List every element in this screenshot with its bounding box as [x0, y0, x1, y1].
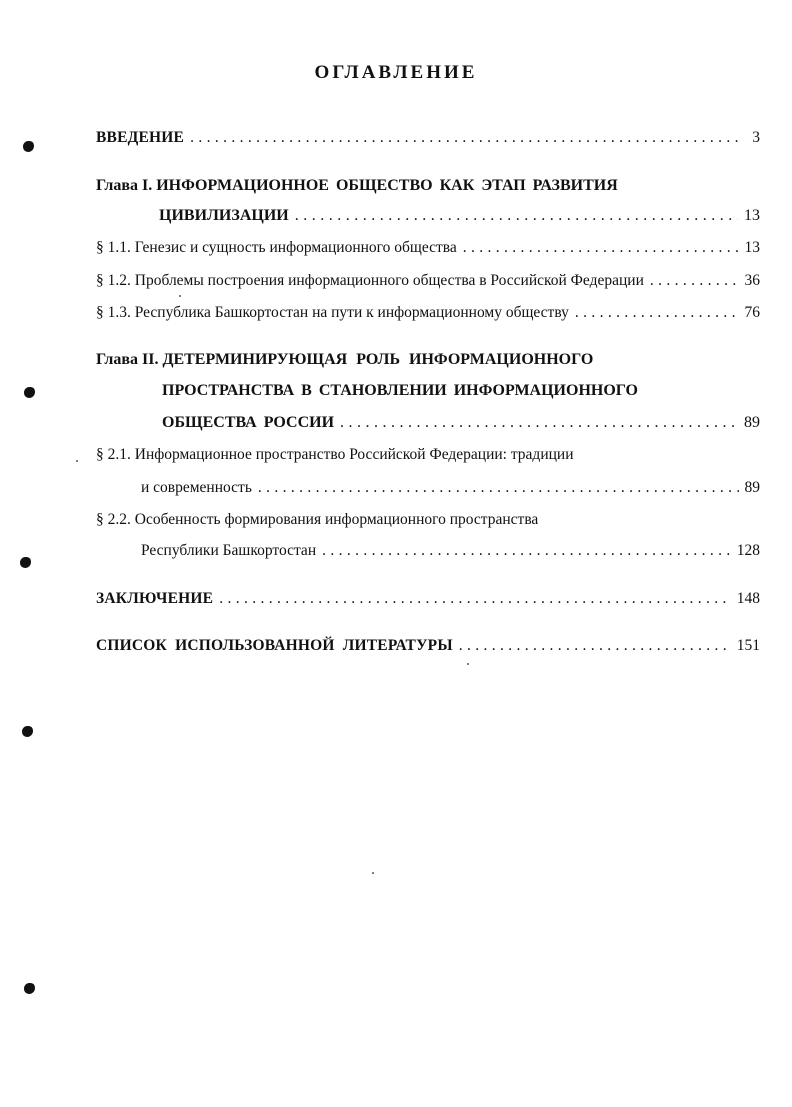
punch-hole-mark	[23, 141, 34, 152]
chapter-2-heading-line2	[162, 381, 760, 401]
dot-leader	[650, 271, 739, 291]
dot-leader	[322, 541, 731, 561]
toc-entry-label: ВВЕДЕНИЕ	[96, 129, 185, 146]
toc-entry-bibliography[interactable]	[96, 636, 760, 656]
chapter-2-heading-line1	[96, 350, 760, 370]
toc-entry-label: § 1.3. Республика Башкортостан на пути к информационному обществу	[96, 304, 569, 321]
page-number: 151	[736, 637, 760, 654]
toc-entry-label: § 2.1. Информационное пространство Российской Федерации: традиции	[96, 446, 574, 463]
toc-entry-section-1-1[interactable]	[96, 238, 760, 258]
chapter-1-prefix: Глава I.	[96, 177, 153, 194]
toc-entry-section-1-3[interactable]	[96, 303, 760, 323]
scan-speck	[179, 295, 181, 297]
scan-speck	[372, 872, 374, 874]
page-number: 13	[744, 239, 760, 256]
chapter-2-title-line3: ОБЩЕСТВА РОССИИ	[162, 414, 335, 431]
dot-leader	[463, 238, 739, 258]
scan-speck	[76, 460, 78, 462]
page-number: 128	[736, 542, 760, 559]
toc-entry-intro[interactable]	[96, 128, 760, 148]
toc-entry-section-2-2[interactable]	[141, 541, 760, 561]
chapter-1-title-line2: ЦИВИЛИЗАЦИИ	[159, 207, 289, 224]
page-number: 13	[744, 207, 760, 224]
dot-leader	[219, 589, 731, 609]
toc-entry-label: ЗАКЛЮЧЕНИЕ	[96, 590, 214, 607]
toc-entry-label: § 1.2. Проблемы построения информационного общества в Российской Федерации	[96, 272, 644, 289]
toc-entry-section-2-2-line1	[96, 510, 760, 530]
punch-hole-mark	[20, 557, 31, 568]
dot-leader	[190, 128, 740, 148]
chapter-1-title-line1: ИНФОРМАЦИОННОЕ ОБЩЕСТВО КАК ЭТАП РАЗВИТИЯ	[156, 177, 618, 194]
page-number: 148	[736, 590, 760, 607]
chapter-1-heading-line1	[96, 176, 760, 196]
chapter-2-prefix: Глава II.	[96, 351, 159, 368]
punch-hole-mark	[22, 726, 33, 737]
toc-entry-chapter-2[interactable]	[162, 413, 760, 433]
chapter-2-title-line2: ПРОСТРАНСТВА В СТАНОВЛЕНИИ ИНФОРМАЦИОННОГО	[162, 382, 638, 399]
page-number: 36	[744, 272, 760, 289]
toc-entry-conclusion[interactable]	[96, 589, 760, 609]
toc-entry-label: § 1.1. Генезис и сущность информационного общества	[96, 239, 457, 256]
dot-leader	[340, 413, 738, 433]
dot-leader	[575, 303, 739, 323]
toc-entry-section-1-2[interactable]	[96, 271, 760, 291]
page-number: 76	[744, 304, 760, 321]
page-number: 89	[744, 414, 760, 431]
dot-leader	[258, 478, 739, 498]
chapter-2-title-line1: ДЕТЕРМИНИРУЮЩАЯ РОЛЬ ИНФОРМАЦИОННОГО	[162, 351, 594, 368]
page-number: 3	[752, 129, 760, 146]
toc-entry-label: и современность	[141, 479, 252, 496]
dot-leader	[459, 636, 731, 656]
toc-entry-label: СПИСОК ИСПОЛЬЗОВАННОЙ ЛИТЕРАТУРЫ	[96, 637, 453, 654]
toc-entry-section-2-1-line1	[96, 445, 760, 465]
page-number: 89	[744, 479, 760, 496]
scan-speck	[467, 663, 469, 665]
toc-entry-chapter-1[interactable]	[159, 206, 760, 226]
toc-entry-label: Республики Башкортостан	[141, 542, 317, 559]
punch-hole-mark	[24, 983, 35, 994]
page-title: ОГЛАВЛЕНИЕ	[314, 62, 478, 83]
punch-hole-mark	[24, 387, 35, 398]
dot-leader	[295, 206, 738, 226]
toc-entry-section-2-1[interactable]	[141, 478, 760, 498]
toc-entry-label: § 2.2. Особенность формирования информационного пространства	[96, 511, 539, 528]
